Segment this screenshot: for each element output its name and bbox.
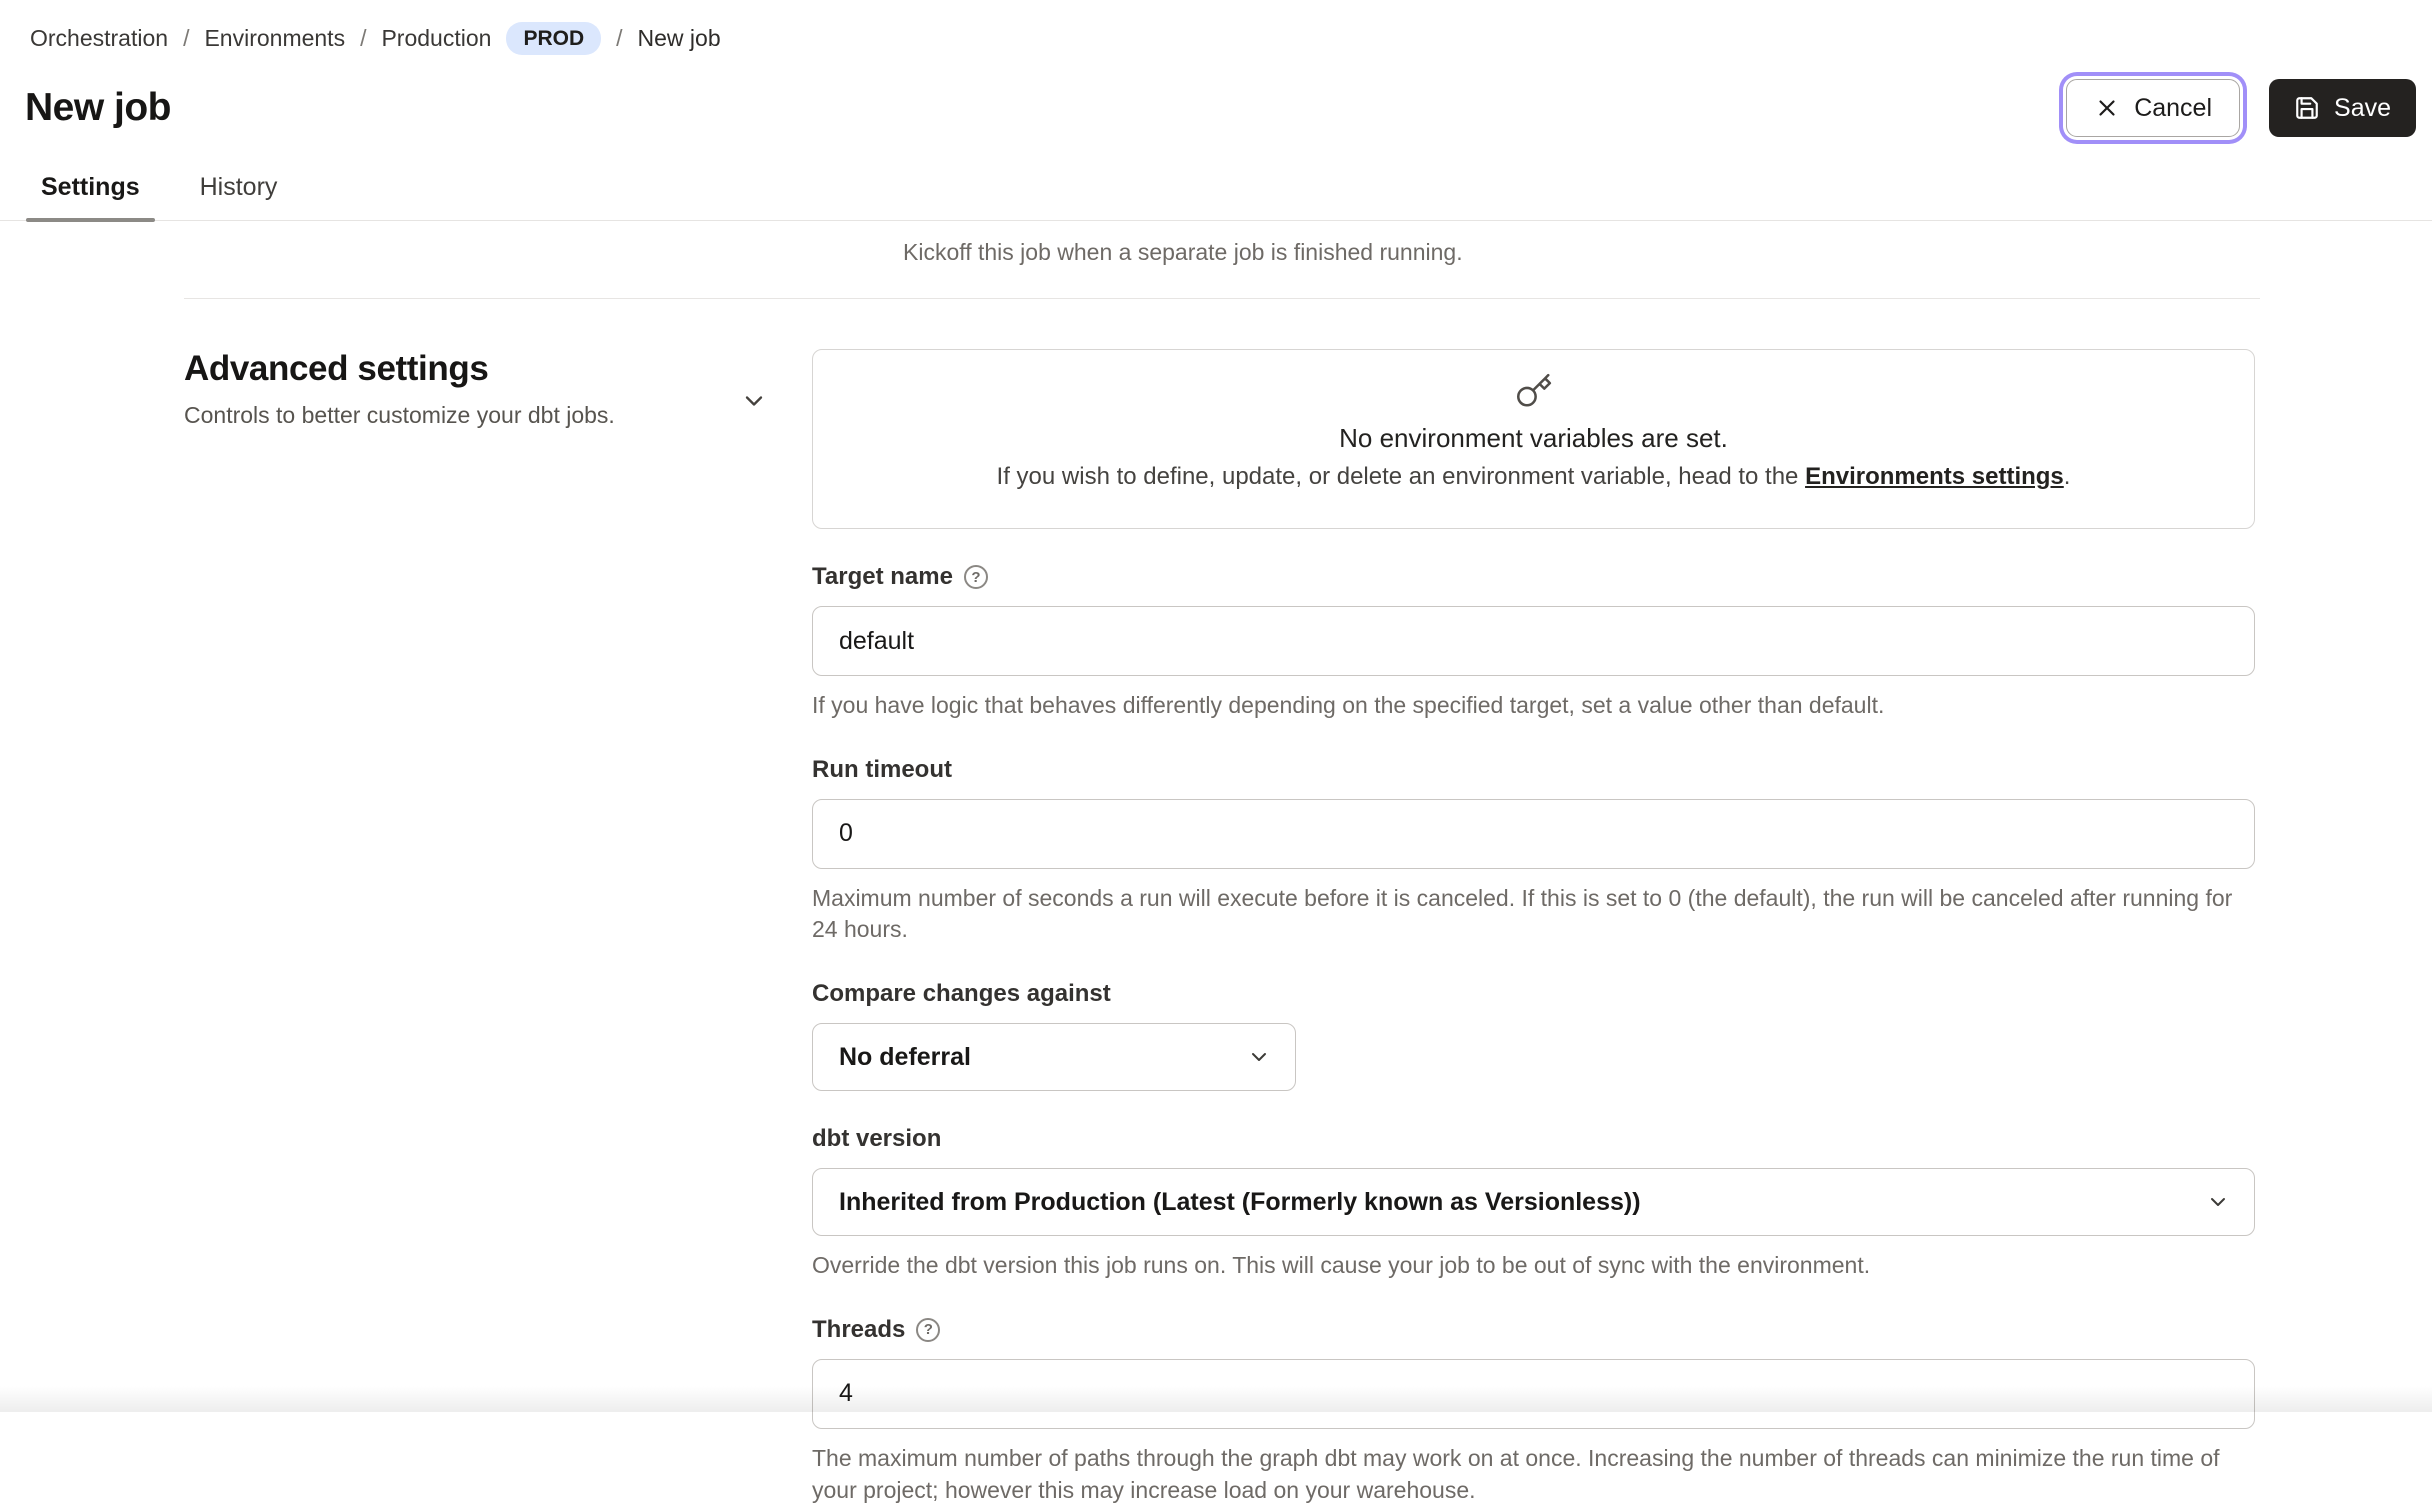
- header-actions: [2058, 71, 2416, 145]
- breadcrumb-production[interactable]: Production: [381, 25, 492, 51]
- breadcrumb-environments[interactable]: Environments: [204, 25, 346, 51]
- compare-changes-label-text: Compare changes against: [812, 980, 1111, 1008]
- help-icon[interactable]: ?: [964, 565, 988, 589]
- cancel-button[interactable]: [2066, 79, 2240, 137]
- help-icon[interactable]: ?: [916, 1318, 940, 1342]
- advanced-settings-header: [184, 349, 744, 429]
- advanced-settings-title: Advanced settings: [184, 349, 489, 388]
- env-vars-message-prefix: If you wish to define, update, or delete an environment variable, head to the: [996, 463, 1806, 490]
- run-timeout-help-text: Maximum number of seconds a run will execute before it is canceled. If this is set to 0 (the default), the run will be canceled after running for 24 hours.: [812, 884, 2233, 943]
- dbt-version-selected-value: Inherited from Production (Latest (Formerly known as Versionless)): [839, 1187, 1641, 1216]
- page-header: [0, 55, 2432, 145]
- section-divider: [184, 298, 2260, 299]
- chevron-down-icon: [2206, 1190, 2230, 1214]
- prod-badge: PROD: [506, 22, 601, 55]
- trigger-hint-text: Kickoff this job when a separate job is finished running.: [903, 239, 1463, 265]
- threads-label-text: Threads: [812, 1315, 906, 1343]
- compare-changes-label: [812, 980, 2255, 1008]
- breadcrumb-separator: /: [616, 25, 623, 51]
- breadcrumb-orchestration[interactable]: Orchestration: [30, 25, 169, 51]
- save-disk-icon: [2294, 95, 2320, 121]
- chevron-down-icon: [1247, 1045, 1271, 1069]
- breadcrumb-current: New job: [637, 25, 721, 51]
- env-vars-empty-message: [813, 463, 2254, 491]
- chevron-down-icon: [740, 387, 768, 415]
- env-vars-message-suffix: .: [2063, 463, 2071, 490]
- threads-label: [812, 1316, 2255, 1344]
- run-timeout-field-group: [812, 756, 2255, 946]
- advanced-settings-section: [0, 349, 2432, 1506]
- close-icon: [2094, 95, 2120, 121]
- dbt-version-label-text: dbt version: [812, 1125, 942, 1153]
- tab-history[interactable]: History: [199, 173, 278, 201]
- dbt-version-help-text: Override the dbt version this job runs on. This will cause your job to be out of sync with the environment.: [812, 1252, 1871, 1279]
- run-timeout-input[interactable]: [812, 799, 2255, 869]
- dbt-version-label: [812, 1125, 2255, 1153]
- tab-settings[interactable]: Settings: [26, 169, 155, 220]
- page-title: New job: [25, 86, 172, 129]
- target-name-field-group: [812, 563, 2255, 722]
- threads-help-text: The maximum number of paths through the graph dbt may work on at once. Increasing the number of threads can minimize the run time of your project; however this may increase load on your warehouse.: [812, 1444, 2220, 1503]
- dbt-version-select[interactable]: [812, 1168, 2255, 1236]
- env-vars-empty-panel: [812, 349, 2255, 529]
- target-name-input[interactable]: [812, 606, 2255, 676]
- compare-changes-select[interactable]: [812, 1023, 1296, 1091]
- compare-changes-field-group: [812, 980, 2255, 1091]
- compare-changes-selected-value: No deferral: [839, 1042, 971, 1071]
- run-timeout-label: [812, 756, 2255, 784]
- target-name-help-text: If you have logic that behaves differently depending on the specified target, set a value other than default.: [812, 692, 1885, 718]
- breadcrumb-separator: /: [183, 25, 190, 51]
- breadcrumb-separator: /: [360, 25, 367, 51]
- collapse-section-button[interactable]: [736, 383, 772, 422]
- advanced-settings-subtitle: Controls to better customize your dbt jobs.: [184, 402, 615, 428]
- save-button[interactable]: [2269, 79, 2416, 137]
- run-timeout-label-text: Run timeout: [812, 755, 952, 783]
- advanced-settings-form: [812, 349, 2255, 1506]
- target-name-label-text: Target name: [812, 563, 953, 590]
- breadcrumb: [0, 0, 2432, 55]
- environments-settings-link[interactable]: Environments settings: [1805, 463, 2064, 490]
- threads-input[interactable]: [812, 1359, 2255, 1429]
- threads-field-group: [812, 1316, 2255, 1506]
- cancel-button-label: Cancel: [2134, 93, 2213, 122]
- env-vars-empty-title: No environment variables are set.: [1339, 423, 1728, 453]
- target-name-label: [812, 563, 2255, 591]
- save-button-label: Save: [2334, 93, 2391, 122]
- dbt-version-field-group: [812, 1125, 2255, 1282]
- key-icon: [1515, 372, 1553, 410]
- tab-bar: [0, 145, 2432, 221]
